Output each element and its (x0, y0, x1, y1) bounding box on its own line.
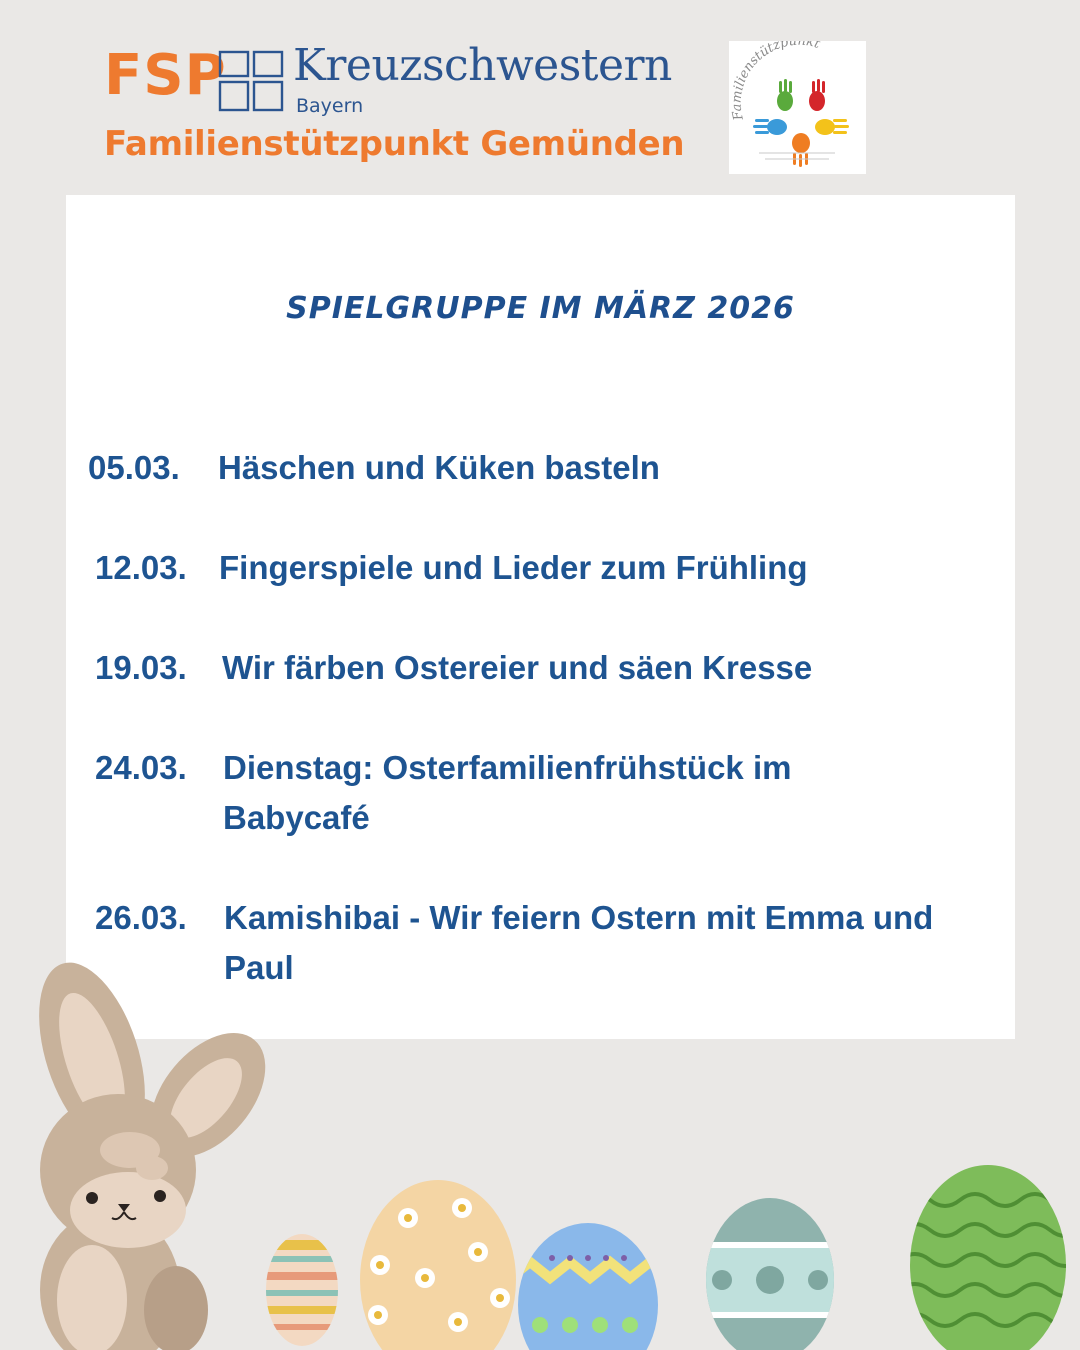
event-date: 26.03. (95, 899, 187, 936)
schedule-card (66, 195, 1015, 1039)
event-date: 12.03. (95, 549, 187, 586)
svg-text:Familienstützpunkt (729, 41, 822, 122)
header (0, 0, 1080, 190)
event-date: 19.03. (95, 649, 187, 686)
org-name: Familienstützpunkt Gemünden (104, 124, 685, 164)
easter-egg-icon (360, 1180, 516, 1350)
easter-egg-icon (900, 1165, 1080, 1350)
event-date: 05.03. (88, 449, 180, 486)
event-text: Wir färben Ostereier und säen Kresse (222, 649, 813, 686)
event-text: Kamishibai - Wir feiern Ostern mit Emma und Paul (224, 899, 934, 986)
schedule-title: SPIELGRUPPE IM MÄRZ 2026 (286, 291, 795, 326)
easter-egg-icon (510, 1223, 670, 1350)
colorful-handprints-icon (729, 41, 866, 174)
easter-decoration (0, 960, 1080, 1350)
event-text: Dienstag: Osterfamilienfrühstück im Babycafé (223, 749, 792, 836)
event-text: Fingerspiele und Lieder zum Frühling (219, 549, 808, 586)
event-date: 24.03. (95, 749, 187, 786)
familienstuetzpunkt-badge (729, 41, 866, 174)
easter-egg-icon (700, 1198, 840, 1350)
brand-region: Bayern (296, 95, 364, 117)
event-text: Häschen und Küken basteln (218, 449, 660, 486)
fsp-logo-text: FSP (104, 43, 227, 108)
brand-name: Kreuzschwestern (293, 40, 672, 91)
easter-bunny-icon (19, 960, 288, 1350)
cross-logo-icon (218, 50, 284, 112)
easter-egg-icon (260, 1234, 350, 1346)
badge-arc-text: Familienstützpunkt (729, 41, 822, 122)
